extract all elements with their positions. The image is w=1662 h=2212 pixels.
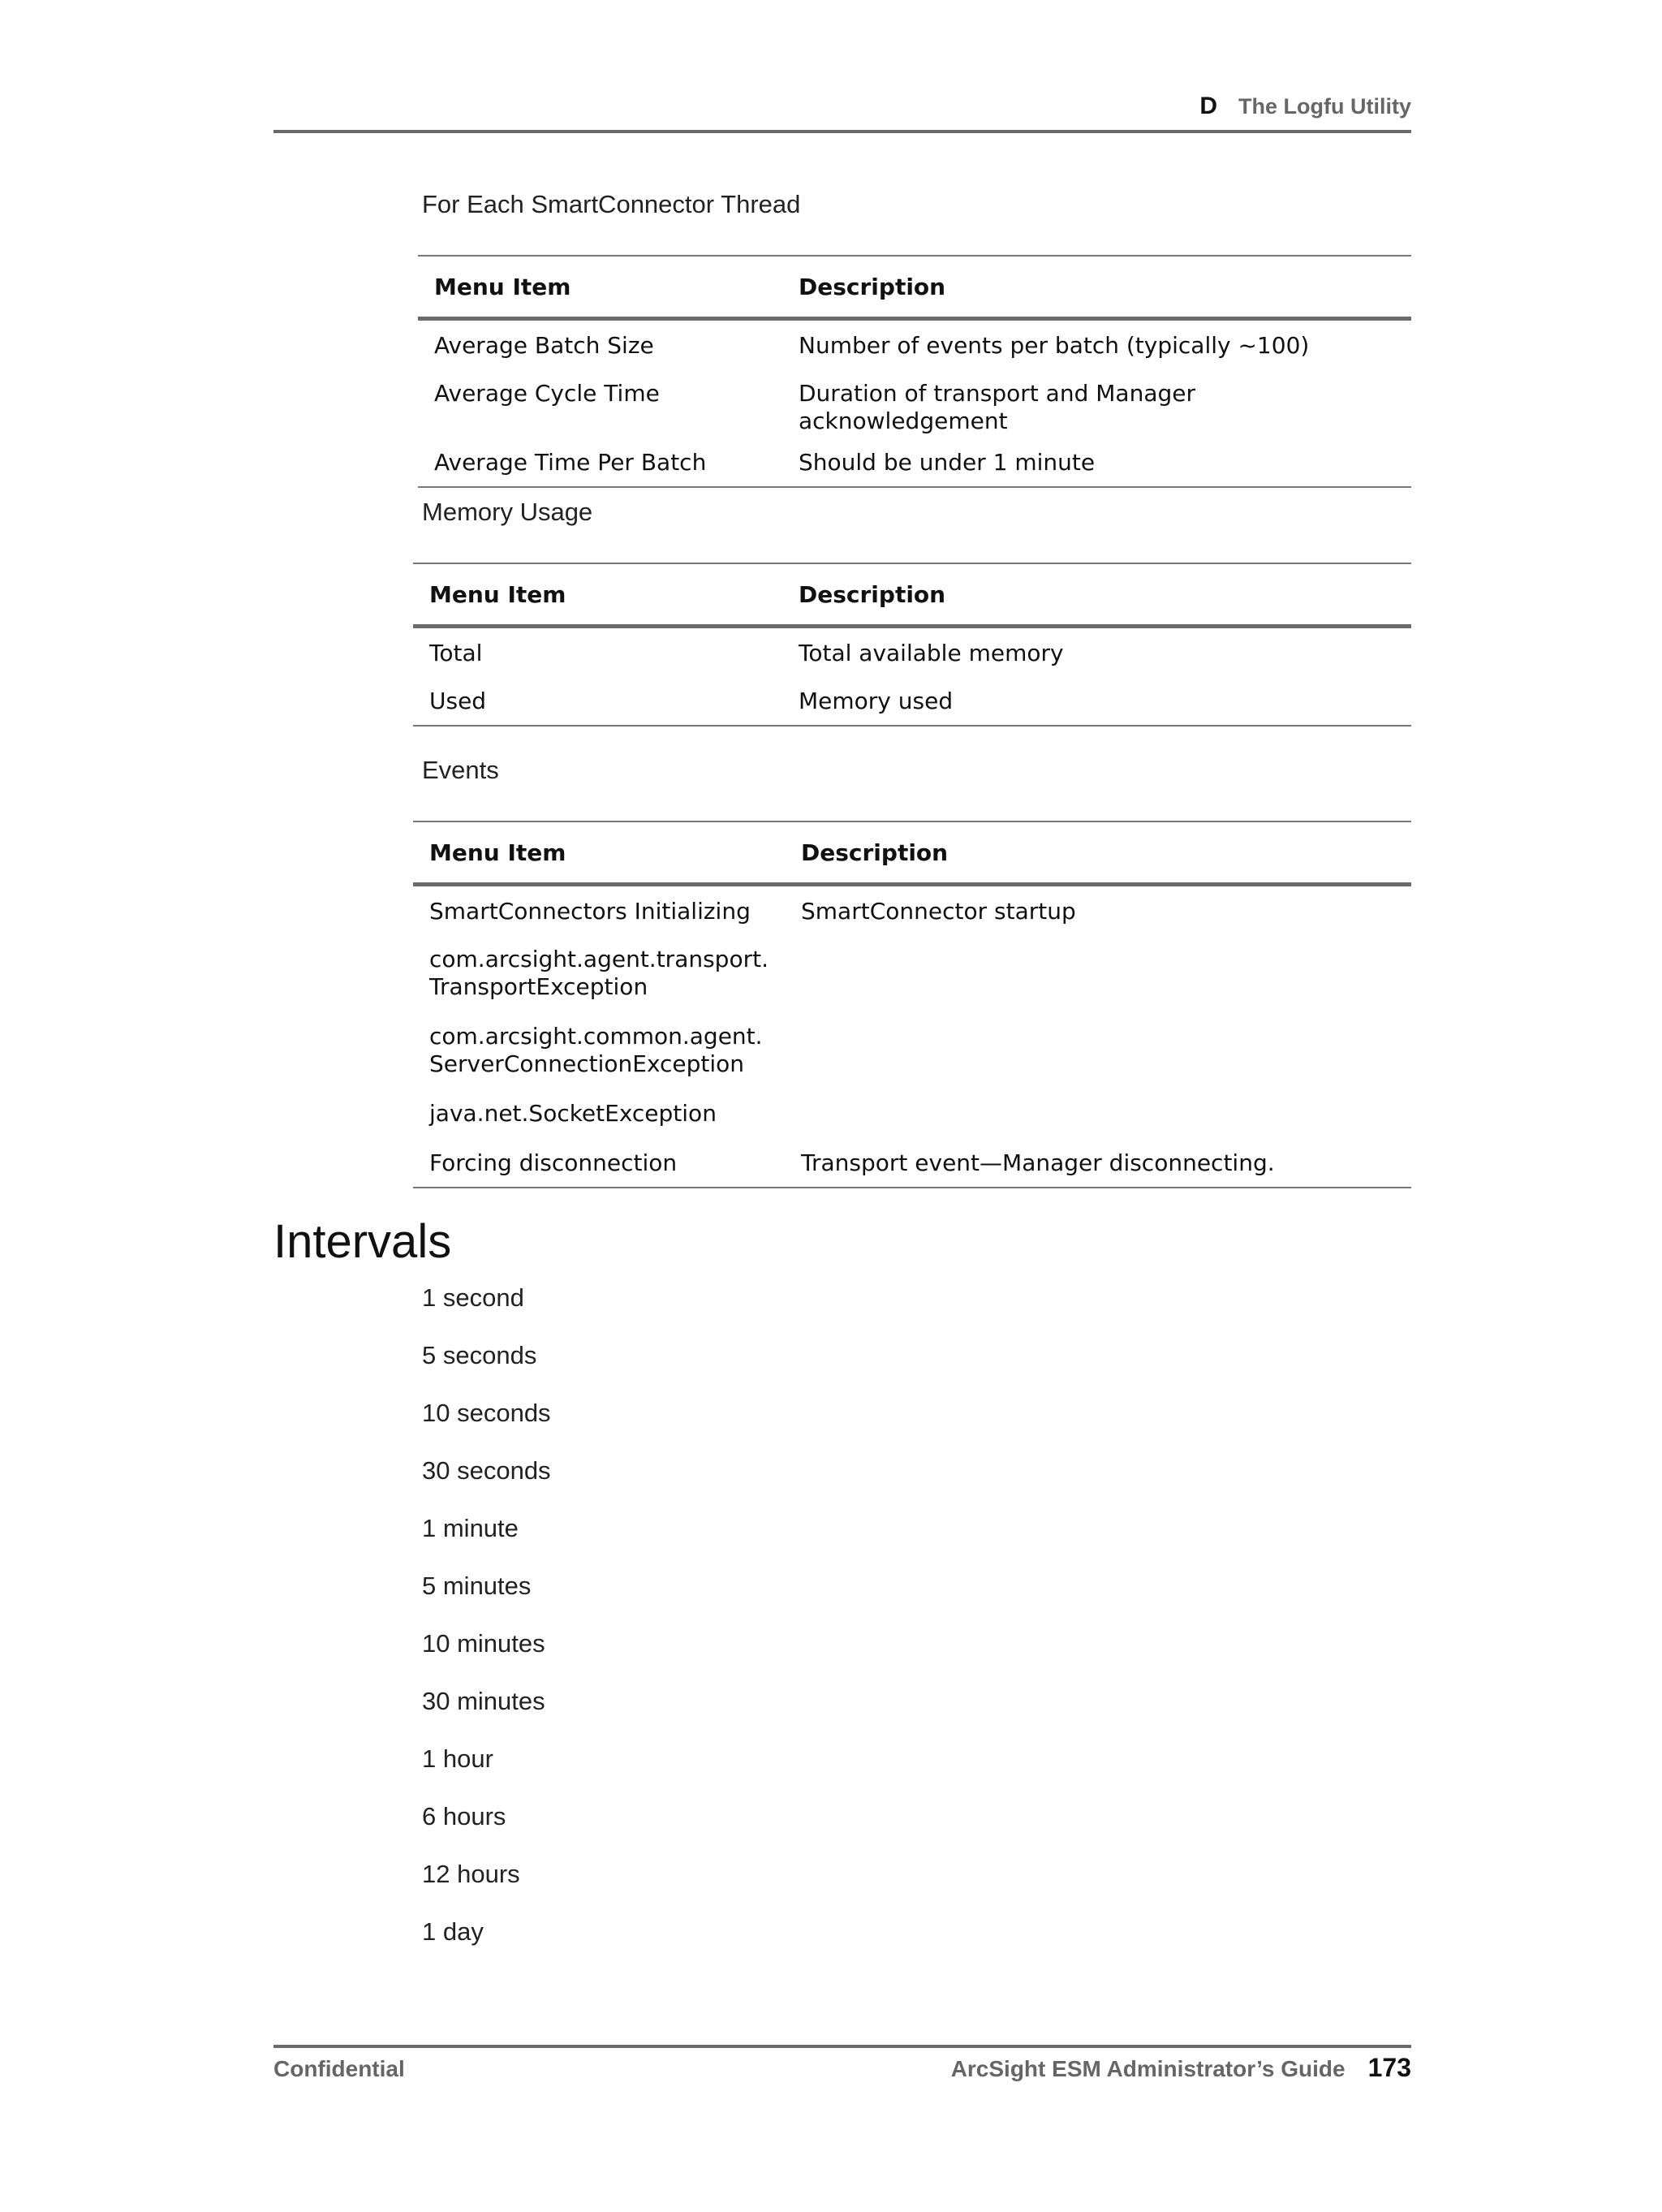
menu-item-cell: Total: [429, 640, 483, 666]
table-row: [413, 1009, 1411, 1086]
menu-item-cell: java.net.SocketException: [429, 1099, 717, 1127]
section-title-thread: For Each SmartConnector Thread: [422, 190, 801, 218]
page-footer: [273, 2045, 1411, 2084]
list-item: 10 seconds: [422, 1399, 551, 1427]
list-item: 1 second: [422, 1283, 524, 1312]
running-head: [1199, 93, 1411, 120]
list-item: 1 day: [422, 1917, 484, 1946]
list-item: 5 seconds: [422, 1341, 537, 1369]
section-title-memory: Memory Usage: [422, 498, 593, 526]
description-cell: Should be under 1 minute: [782, 435, 1411, 487]
menu-item-cell: SmartConnectors Initializing: [429, 898, 751, 925]
menu-item-cell: Average Cycle Time: [434, 379, 660, 407]
table-header-row: [418, 256, 1411, 319]
table-row: [413, 932, 1411, 1009]
table-row: [413, 1086, 1411, 1136]
table-row: [418, 319, 1411, 366]
table-smartconnector-thread: [418, 255, 1411, 488]
description-cell: [785, 1009, 1411, 1086]
description-cell: [785, 932, 1411, 1009]
column-header-menu-item: Menu Item: [413, 563, 782, 627]
description-cell: Duration of transport and Manager acknowledgement: [799, 379, 1195, 434]
list-item: 10 minutes: [422, 1629, 545, 1658]
list-item: 12 hours: [422, 1860, 520, 1888]
appendix-letter: D: [1199, 93, 1218, 119]
column-header-menu-item: Menu Item: [418, 256, 782, 319]
menu-item-cell: Forcing disconnection: [413, 1136, 785, 1188]
menu-item-cell: com.arcsight.agent.transport. TransportException: [429, 945, 769, 1000]
list-item: 1 hour: [422, 1744, 493, 1773]
table-events: [413, 821, 1411, 1188]
list-item: 1 minute: [422, 1514, 519, 1542]
list-item: 5 minutes: [422, 1572, 532, 1600]
chapter-title: The Logfu Utility: [1238, 94, 1411, 119]
confidential-label: Confidential: [273, 2056, 405, 2081]
description-cell: Total available memory: [799, 640, 1064, 666]
column-header-description: Description: [782, 563, 1411, 627]
menu-item-cell: Average Time Per Batch: [418, 435, 782, 487]
list-item: 6 hours: [422, 1802, 506, 1830]
table-memory-usage: [413, 563, 1411, 727]
description-cell: SmartConnector startup: [801, 898, 1076, 925]
table-row: [418, 435, 1411, 487]
page-number: 173: [1367, 2053, 1411, 2082]
section-title-events: Events: [422, 756, 499, 784]
description-cell: Transport event—Manager disconnecting.: [785, 1136, 1411, 1188]
footer-right: [951, 2053, 1411, 2083]
menu-item-cell: com.arcsight.common.agent. ServerConnectionException: [429, 1022, 763, 1077]
table-header-row: [413, 563, 1411, 627]
intervals-list: [422, 1284, 551, 1976]
description-cell: Number of events per batch (typically ~100): [799, 332, 1310, 359]
column-header-description: Description: [785, 821, 1411, 885]
description-cell: Memory used: [782, 674, 1411, 726]
table-row: [413, 674, 1411, 726]
table-row: [413, 627, 1411, 674]
table-row: [413, 885, 1411, 932]
page-header: [273, 88, 1411, 133]
list-item: 30 minutes: [422, 1687, 545, 1715]
column-header-menu-item: Menu Item: [413, 821, 785, 885]
column-header-description: Description: [782, 256, 1411, 319]
description-cell: [785, 1086, 1411, 1136]
menu-item-cell: Used: [413, 674, 782, 726]
guide-title: ArcSight ESM Administrator’s Guide: [950, 2056, 1346, 2081]
menu-item-cell: Average Batch Size: [434, 332, 654, 359]
table-header-row: [413, 821, 1411, 885]
intervals-heading: Intervals: [273, 1215, 452, 1268]
list-item: 30 seconds: [422, 1456, 551, 1485]
table-row: [418, 366, 1411, 435]
table-row: [413, 1136, 1411, 1188]
